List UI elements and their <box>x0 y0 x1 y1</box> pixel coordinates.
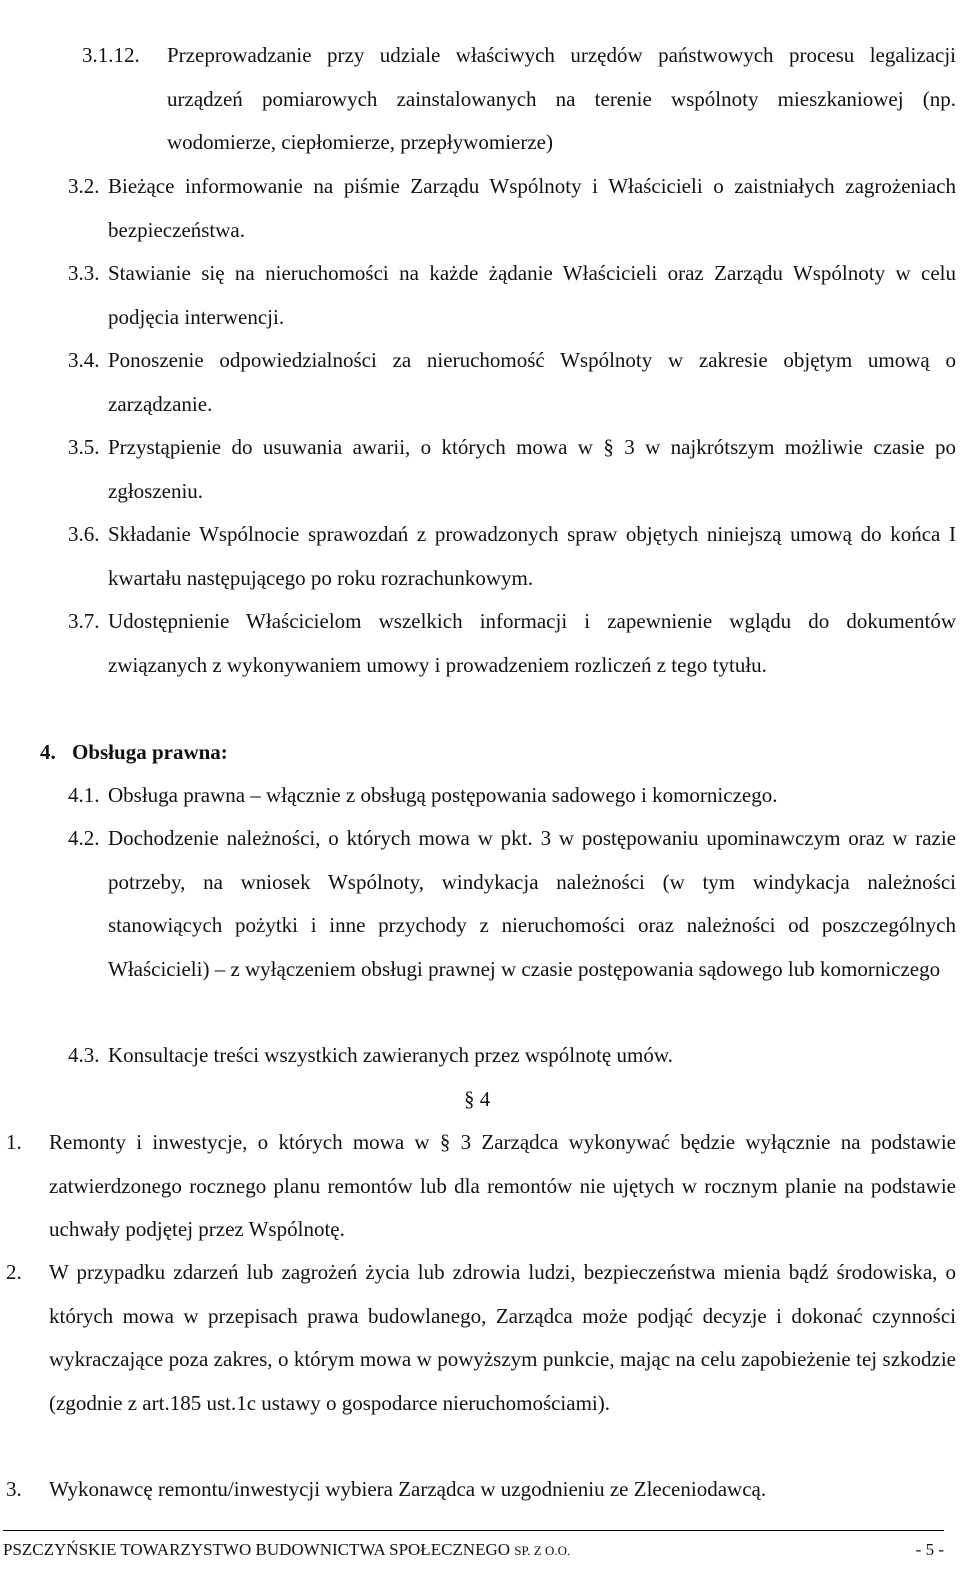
item-number: 4.1. <box>68 783 100 807</box>
item-number: 3.3. <box>68 261 100 285</box>
item-text: Ponoszenie odpowiedzialności za nieruchomość Wspólnoty w zakresie objętym umową o zarządzanie. <box>108 348 956 416</box>
item-text: Stawianie się na nieruchomości na każde żądanie Właścicieli oraz Zarządu Wspólnoty w celu podjęcia interwencji. <box>108 261 956 329</box>
list-item <box>0 165 960 252</box>
item-text: Przystąpienie do usuwania awarii, o których mowa w § 3 w najkrótszym możliwie czasie po zgłoszeniu. <box>108 435 956 503</box>
list-item <box>0 34 960 165</box>
item-number: 1. <box>6 1130 22 1154</box>
paragraph-heading: § 4 <box>464 1087 491 1111</box>
footer-page-number: - 5 - <box>915 1540 944 1559</box>
heading-label: Obsługa prawna: <box>72 740 228 764</box>
item-text: Udostępnienie Właścicielom wszelkich informacji i zapewnienie wglądu do dokumentów związanych z wykonywaniem umowy i prowadzeniem rozliczeń z tego tytułu. <box>108 609 956 677</box>
item-text: Przeprowadzanie przy udziale właściwych urzędów państwowych procesu legalizacji urządzeń pomiarowych zainstalowanych na terenie wspólnoty mieszkaniowej (np. wodomierze, ciepłomierze, przepływomierze) <box>167 43 956 154</box>
item-text: Konsultacje treści wszystkich zawieranych przez wspólnotę umów. <box>108 1043 673 1067</box>
section-heading <box>40 731 228 775</box>
item-text: Składanie Wspólnocie sprawozdań z prowadzonych spraw objętych niniejszą umową do końca I kwartału następującego po roku rozrachunkowym. <box>108 522 956 590</box>
list-item <box>0 513 960 600</box>
list-item <box>0 339 960 426</box>
list-item <box>0 817 960 1035</box>
footer-company <box>3 1540 570 1560</box>
heading-number: 4. <box>40 740 56 764</box>
footer-company-name: PSZCZYŃSKIE TOWARZYSTWO BUDOWNICTWA SPOŁECZNEGO <box>3 1540 511 1559</box>
page-footer <box>3 1530 944 1570</box>
item-number: 2. <box>6 1260 22 1284</box>
list-item <box>0 426 960 513</box>
item-text: W przypadku zdarzeń lub zagrożeń życia lub zdrowia ludzi, bezpieczeństwa mienia bądź środowiska, o których mowa w przepisach prawa budowlanego, Zarządca może podjąć decyzje i dokonać czynności wykraczające poza zakres, o którym mowa w powyższym punkcie, mając na celu zapobieżenie tej szkodzie (zgodnie z art.185 ust.1c ustawy o gospodarce nieruchomościami). <box>49 1260 956 1415</box>
item-number: 3.5. <box>68 435 100 459</box>
item-number: 4.2. <box>68 826 100 850</box>
list-item <box>0 1121 960 1252</box>
item-number: 3.2. <box>68 174 100 198</box>
item-number: 3.4. <box>68 348 100 372</box>
item-text: Obsługa prawna – włącznie z obsługą postępowania sadowego i komorniczego. <box>108 783 778 807</box>
item-number: 3. <box>6 1477 22 1501</box>
list-item <box>0 600 960 731</box>
list-item <box>0 1468 960 1512</box>
item-text: Wykonawcę remontu/inwestycji wybiera Zarządca w uzgodnieniu ze Zleceniodawcą. <box>49 1477 767 1501</box>
list-item <box>0 774 960 818</box>
item-number: 3.6. <box>68 522 100 546</box>
list-item <box>0 1251 960 1469</box>
item-text: Bieżące informowanie na piśmie Zarządu Wspólnoty i Właścicieli o zaistniałych zagrożeniach bezpieczeństwa. <box>108 174 956 242</box>
item-number: 3.1.12. <box>82 43 140 67</box>
item-text: Dochodzenie należności, o których mowa w pkt. 3 w postępowaniu upominawczym oraz w razie potrzeby, na wniosek Wspólnoty, windykacja należności (w tym windykacja należności stanowiących pożytki i inne przychody z nieruchomości oraz należności od poszczególnych Właścicieli) – z wyłączeniem obsługi prawnej w czasie postępowania sądowego lub komorniczego <box>108 826 956 981</box>
footer-company-suffix: SP. Z O.O. <box>514 1543 571 1558</box>
list-item <box>0 1034 960 1078</box>
item-number: 3.7. <box>68 609 100 633</box>
item-text: Remonty i inwestycje, o których mowa w § 3 Zarządca wykonywać będzie wyłącznie na podstawie zatwierdzonego rocznego planu remontów lub dla remontów nie ujętych w rocznym planie na podstawie uchwały podjętej przez Wspólnotę. <box>49 1130 956 1241</box>
list-item <box>0 252 960 339</box>
item-number: 4.3. <box>68 1043 100 1067</box>
